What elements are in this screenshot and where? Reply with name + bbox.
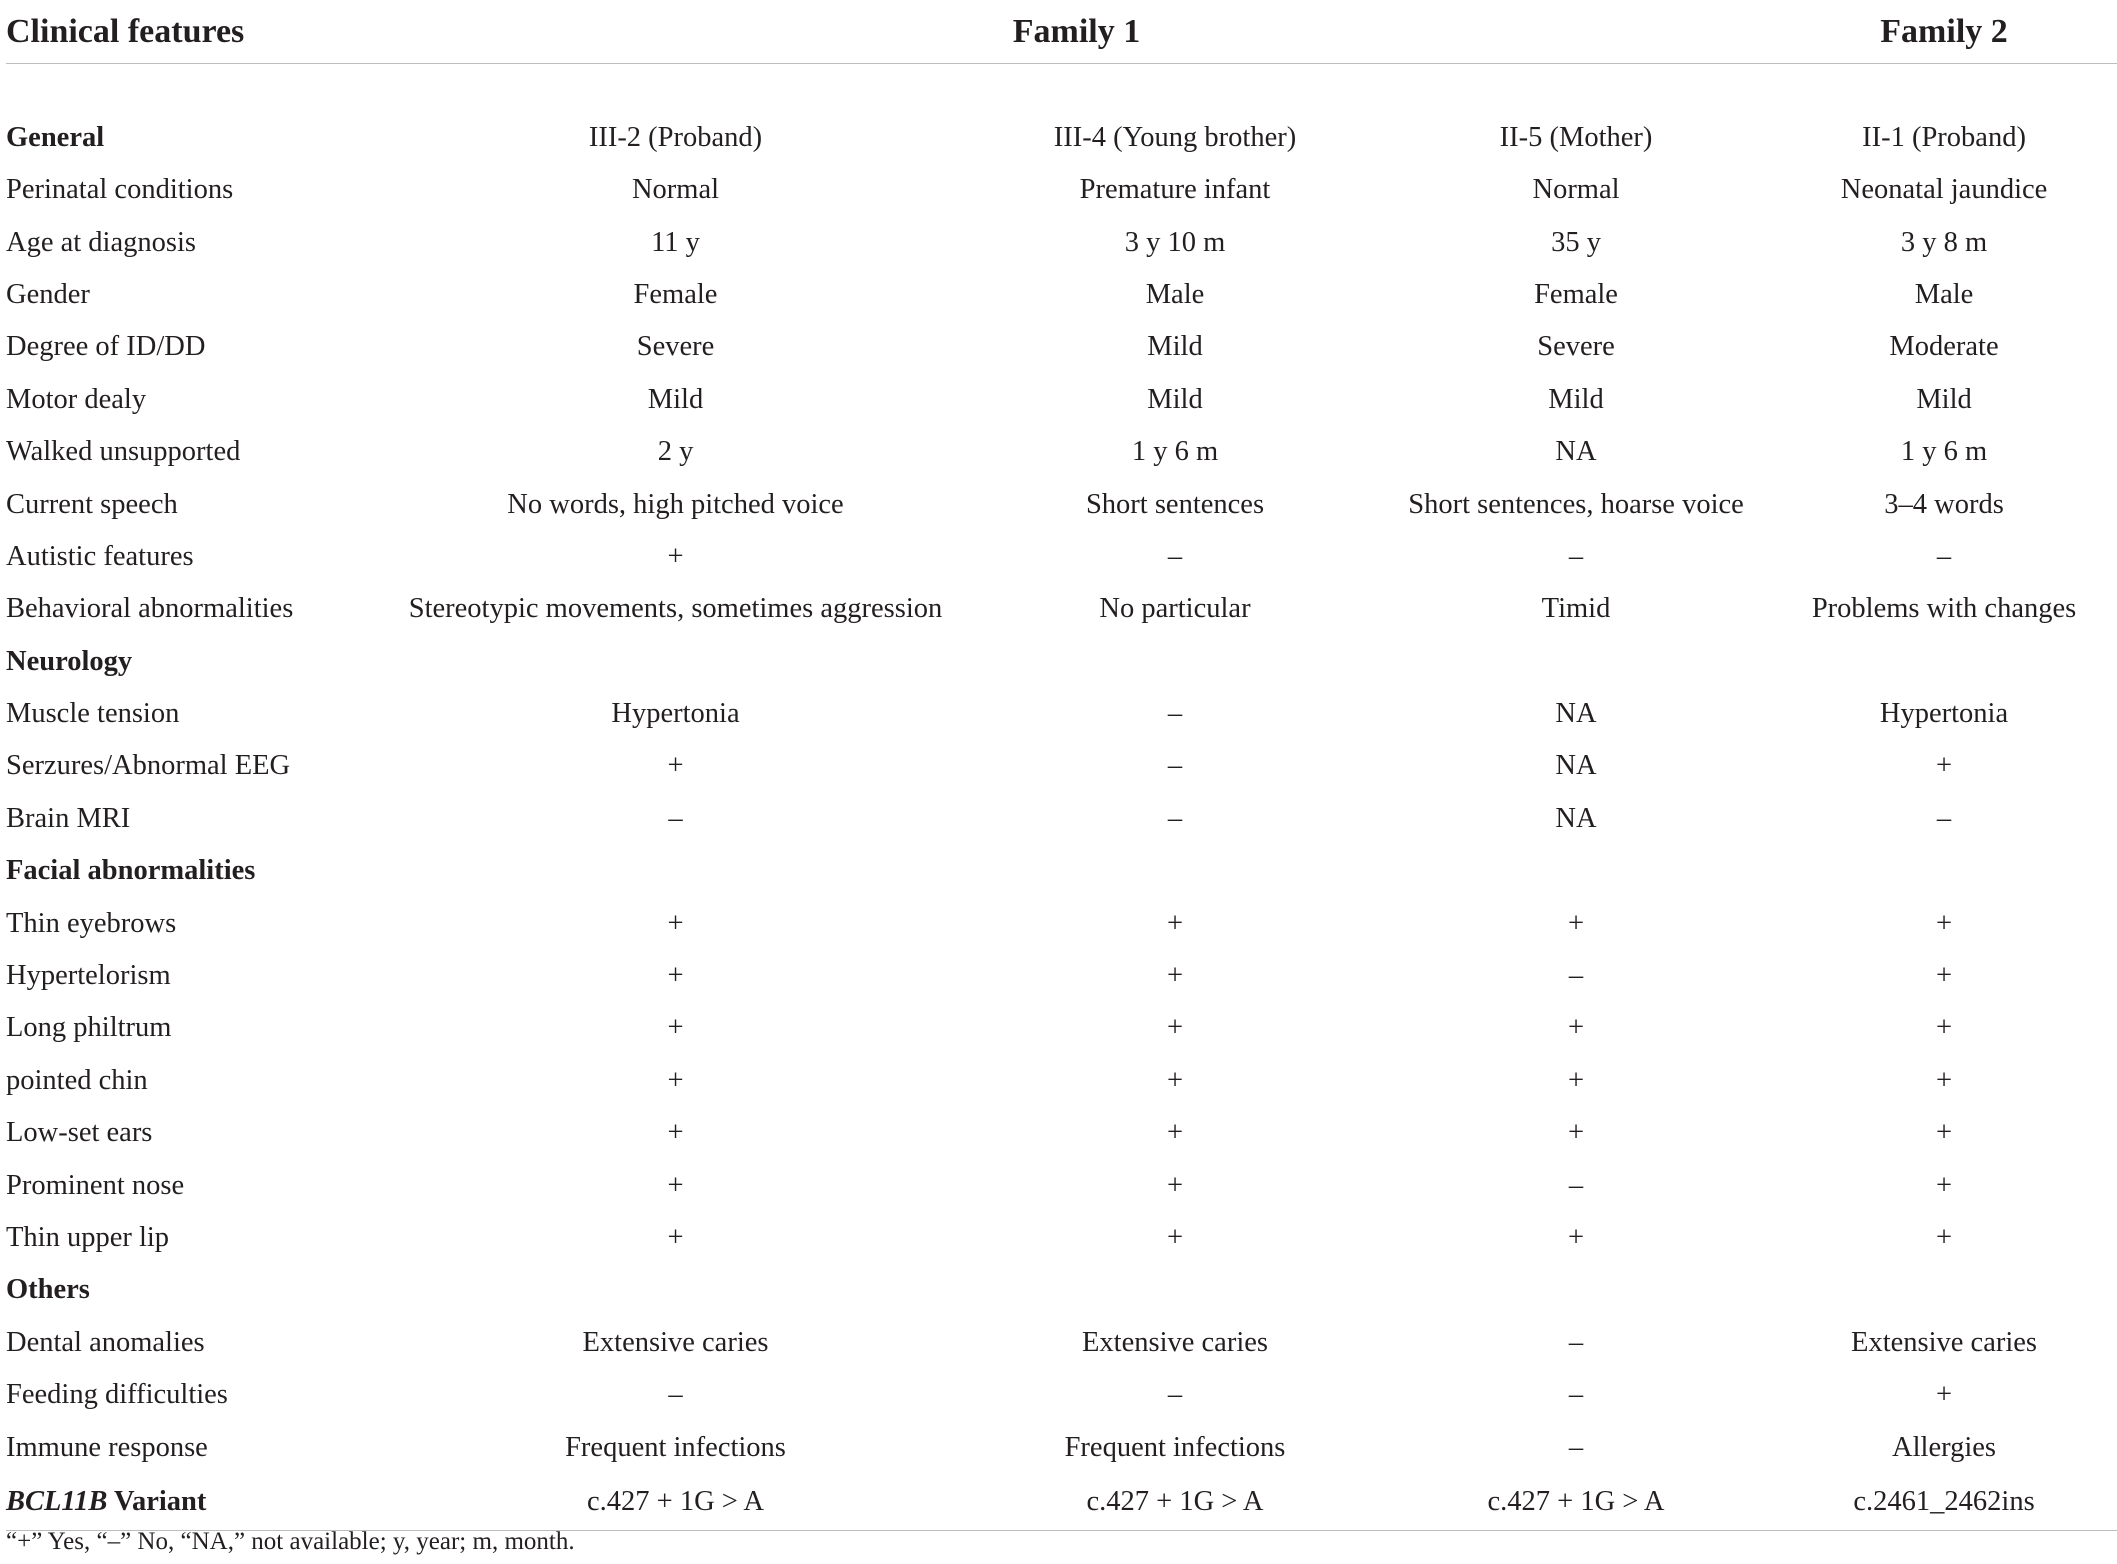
cell-family1-ii5: Normal [1532,174,1620,206]
row-label: Current speech [6,488,178,520]
table-row [6,1159,2117,1211]
row-label: Walked unsupported [6,436,241,468]
cell-family1-iii2: + [667,1064,684,1096]
row-label: Behavioral abnormalities [6,593,294,625]
row-label: pointed chin [6,1064,148,1096]
cell-family1-ii5: + [1567,907,1585,939]
cell-family1-iii4: + [1166,1012,1184,1044]
cell-family1-iii4: 1 y 6 m [1131,436,1219,468]
cell-family1-ii5: – [1568,540,1584,572]
cell-family2-ii1: + [1935,907,1953,939]
cell-family1-iii2: + [667,907,684,939]
table-row [6,426,2117,478]
cell-family1-iii4: – [1167,698,1183,730]
cell-family1-iii2: + [667,1222,684,1253]
cell-family1-ii5: Short sentences, hoarse voice [1408,488,1744,520]
row-label: Thin eyebrows [6,907,177,939]
cell-family1-ii5: NA [1555,698,1597,730]
cell-family2-ii1: + [1935,750,1953,782]
cell-family1-iii2 [382,845,969,897]
cell-family1-iii4: – [1167,750,1183,782]
cell-family1-ii5: + [1567,1117,1585,1149]
row-label: Thin upper lip [6,1222,170,1253]
cell-family2-ii1: Male [1914,278,1974,310]
cell-family1-ii5: Severe [1537,331,1615,363]
cell-family2-ii1: 3–4 words [1884,488,2004,520]
cell-family1-iii2 [382,636,969,688]
row-label: Autistic features [6,540,194,572]
table-row [6,1421,2117,1473]
cell-family2-ii1: + [1935,1222,1953,1253]
cell-family1-iii4: – [1167,540,1183,572]
cell-family1-iii2: – [668,802,683,834]
cell-family1-iii4: Mild [1147,331,1203,363]
cell-family1-iii2: Mild [647,383,704,415]
cell-family2-ii1: + [1935,1169,1953,1201]
cell-family1-ii5: + [1567,1064,1585,1096]
cell-family1-ii5 [1381,845,1771,897]
cell-family2-ii1: Extensive caries [1851,1326,2038,1358]
cell-family2-ii1: – [1936,540,1952,572]
table-row [6,1002,2117,1054]
cell-family1-ii5 [1381,1264,1771,1316]
table-row [6,1317,2117,1369]
cell-family1-iii2: c.427 + 1G > A [382,1474,969,1531]
table-row [6,478,2117,530]
cell-family1-iii2: + [667,960,684,992]
clinical-features-table [6,0,2117,1531]
header-clinical-features: Clinical features [6,0,382,64]
table-row [6,216,2117,268]
row-label: Muscle tension [6,698,180,730]
row-label: Gender [6,278,90,310]
cell-family1-iii2: 2 y [657,436,694,468]
cell-family1-iii2: Hypertonia [611,698,740,730]
row-label: Immune response [6,1431,208,1463]
cell-family1-ii5: – [1568,960,1584,992]
cell-family1-ii5: – [1568,1169,1584,1201]
cell-family2-ii1: Mild [1916,383,1972,415]
table-row [6,688,2117,740]
table-row-variant [6,1474,2117,1531]
cell-family1-ii5: c.427 + 1G > A [1381,1474,1771,1531]
gene-label-suffix: Variant [107,1485,207,1517]
cell-family1-iii2: + [667,1169,684,1201]
cell-family1-iii4: No particular [1099,593,1251,625]
row-label: Prominent nose [6,1169,185,1201]
table-section-row [6,64,2117,165]
cell-family1-ii5: NA [1555,436,1597,468]
cell-family1-iii4: + [1166,907,1184,939]
cell-family1-iii2: + [667,540,684,572]
cell-family1-iii4 [969,1264,1381,1316]
cell-family1-ii5: 35 y [1551,226,1601,258]
cell-family1-ii5: Female [1534,278,1618,310]
cell-family1-iii4: Frequent infections [1064,1431,1286,1463]
table-row [6,269,2117,321]
cell-family1-iii2: Female [633,278,718,310]
row-label: Age at diagnosis [6,226,196,258]
cell-family1-ii5: NA [1555,802,1597,834]
row-label: Hypertelorism [6,960,171,992]
cell-family2-ii1: + [1935,1012,1953,1044]
cell-family1-iii4: + [1166,1169,1184,1201]
table-row [6,1055,2117,1107]
cell-family1-iii4: – [1167,1379,1183,1411]
cell-family2-ii1 [1771,845,2117,897]
table-section-row [6,1264,2117,1316]
row-label: Feeding difficulties [6,1379,228,1411]
cell-family2-ii1: + [1935,1379,1953,1411]
cell-family2-ii1: Neonatal jaundice [1840,174,2048,206]
cell-family1-iii4 [969,636,1381,688]
cell-family1-iii2: – [668,1379,683,1411]
table-row [6,1212,2117,1264]
cell-family1-iii4: + [1166,960,1184,992]
cell-family1-ii5: + [1567,1012,1585,1044]
cell-family1-iii2 [382,1264,969,1316]
table-row [6,897,2117,949]
cell-family2-ii1: c.2461_2462ins [1771,1474,2117,1531]
row-label: Degree of ID/DD [6,331,206,363]
cell-family1-ii5: II-5 (Mother) [1499,122,1653,153]
cell-family2-ii1: Moderate [1889,331,1999,363]
table-row [6,164,2117,216]
cell-family1-ii5: – [1568,1379,1584,1411]
cell-family2-ii1: + [1935,960,1953,992]
cell-family1-iii4: Male [1145,278,1205,310]
header-family-1: Family 1 [382,0,1771,64]
cell-family2-ii1: + [1935,1064,1953,1096]
cell-family1-iii2: III-2 (Proband) [588,122,763,153]
cell-family1-iii4: Short sentences [1085,488,1265,520]
table-footnote: “+” Yes, “–” No, “NA,” not available; y, year; m, month. [6,1528,575,1555]
table-section-row [6,636,2117,688]
cell-family2-ii1: II-1 (Proband) [1862,122,2026,153]
row-label: Long philtrum [6,1012,172,1044]
cell-family1-iii2: Severe [636,331,715,363]
table-row [6,321,2117,373]
cell-family1-iii2: Normal [631,174,720,206]
section-label: General [6,122,105,153]
cell-family2-ii1: – [1936,802,1952,834]
cell-family1-iii2: + [667,1117,684,1149]
section-label: Others [6,1274,90,1306]
row-label: Serzures/Abnormal EEG [6,750,291,782]
table-row [6,793,2117,845]
row-label: Low-set ears [6,1117,153,1149]
table-body [6,64,2117,1531]
cell-family2-ii1: Hypertonia [1879,698,2009,730]
cell-family1-iii4: III-4 (Young brother) [1053,122,1297,153]
row-label: Brain MRI [6,802,131,834]
cell-family1-iii4 [969,845,1381,897]
table-row [6,583,2117,635]
cell-family2-ii1: 3 y 8 m [1900,226,1988,258]
cell-family1-iii2: Extensive caries [582,1326,769,1358]
header-family-2: Family 2 [1771,0,2117,64]
cell-family1-ii5 [1381,636,1771,688]
cell-family1-iii4: Premature infant [1079,174,1271,206]
cell-family1-ii5: Mild [1548,383,1604,415]
cell-family1-iii4: c.427 + 1G > A [969,1474,1381,1531]
cell-family1-iii2: Frequent infections [565,1431,786,1463]
cell-family1-iii4: Mild [1147,383,1203,415]
table-row [6,374,2117,426]
gene-name: BCL11B [6,1485,108,1517]
cell-family1-iii4: + [1166,1064,1184,1096]
section-label: Facial abnormalities [6,855,256,887]
cell-family1-iii4: – [1167,802,1183,834]
section-label: Neurology [6,645,133,677]
cell-family2-ii1 [1771,1264,2117,1316]
cell-family1-iii4: 3 y 10 m [1124,226,1226,258]
cell-family1-ii5: Timid [1541,593,1611,625]
cell-family1-ii5: – [1568,1326,1584,1358]
cell-family2-ii1 [1771,636,2117,688]
table-header-row [6,0,2117,64]
cell-family1-iii4: Extensive caries [1082,1326,1268,1358]
table-row [6,1369,2117,1421]
table-section-row [6,845,2117,897]
cell-family1-iii4: + [1166,1222,1184,1253]
cell-family2-ii1: + [1935,1117,1953,1149]
cell-family2-ii1: Problems with changes [1811,593,2077,625]
cell-family1-iii2: Stereotypic movements, sometimes aggression [408,593,943,625]
row-label [6,1474,382,1531]
table-row [6,740,2117,792]
cell-family2-ii1: Allergies [1892,1431,1996,1463]
table-row [6,950,2117,1002]
row-label: Perinatal conditions [6,174,234,206]
cell-family2-ii1: 1 y 6 m [1900,436,1988,468]
cell-family1-ii5: + [1567,1222,1585,1253]
cell-family1-iii2: 11 y [651,226,700,258]
row-label: Motor dealy [6,383,147,415]
cell-family1-ii5: – [1568,1431,1584,1463]
cell-family1-ii5: NA [1555,750,1597,782]
cell-family1-iii2: No words, high pitched voice [507,488,844,520]
table-row [6,531,2117,583]
cell-family1-iii2: + [667,750,684,782]
table-row [6,1107,2117,1159]
cell-family1-iii4: + [1166,1117,1184,1149]
cell-family1-iii2: + [667,1012,684,1044]
row-label: Dental anomalies [6,1326,205,1358]
